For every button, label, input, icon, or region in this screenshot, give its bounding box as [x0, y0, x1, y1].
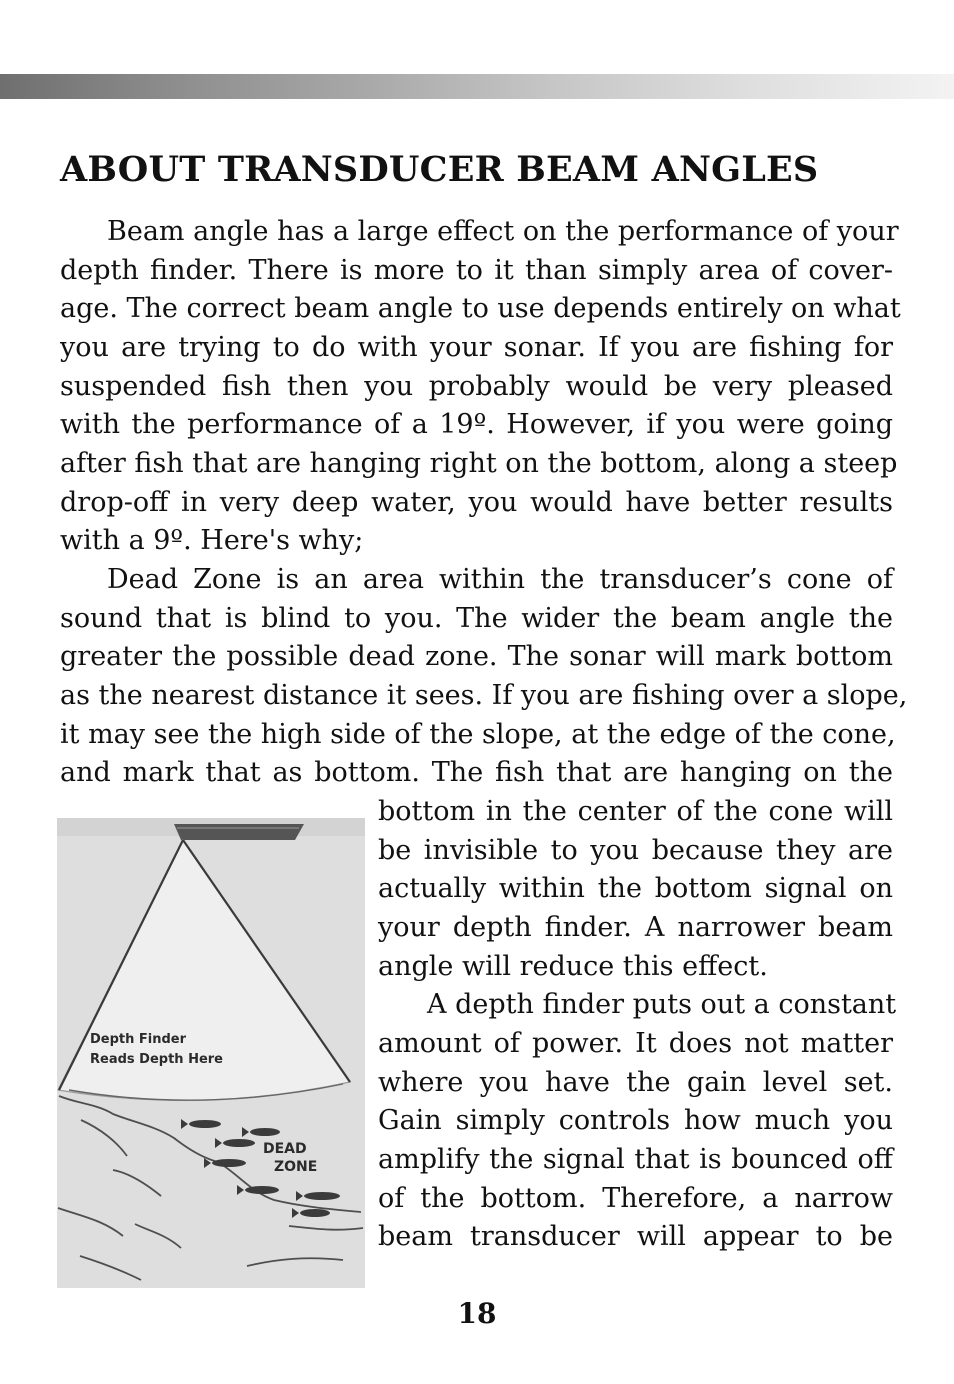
paragraph-line: suspended fish then you probably would be very pleased — [60, 371, 893, 402]
page-number: 18 — [457, 1297, 497, 1330]
paragraph-line: of the bottom. Therefore, a narrow — [378, 1183, 893, 1214]
paragraph-line: be invisible to you because they are — [378, 835, 893, 866]
paragraph-line: as the nearest distance it sees. If you are fishing over a slope, — [60, 680, 908, 711]
paragraph-line: age. The correct beam angle to use depends entirely on what — [60, 293, 901, 324]
paragraph-line: sound that is blind to you. The wider the beam angle the — [60, 603, 893, 634]
paragraph-line: Gain simply controls how much you — [378, 1105, 893, 1136]
page-title: ABOUT TRANSDUCER BEAM ANGLES — [60, 149, 819, 190]
paragraph-line: A depth finder puts out a constant — [427, 989, 897, 1020]
dead-zone-label-line1: DEAD — [263, 1141, 307, 1157]
paragraph-line: bottom in the center of the cone will — [378, 796, 893, 827]
paragraph-line: and mark that as bottom. The fish that are hanging on the — [60, 757, 893, 788]
header-gradient-bar — [0, 74, 954, 99]
paragraph-line: beam transducer will appear to be — [378, 1221, 893, 1252]
boat-icon — [174, 824, 304, 840]
paragraph-line: amount of power. It does not matter — [378, 1028, 893, 1059]
paragraph-line: amplify the signal that is bounced off — [378, 1144, 893, 1175]
paragraph-line: you are trying to do with your sonar. If you are fishing for — [60, 332, 893, 363]
depth-finder-label: Depth Finder — [90, 1032, 187, 1047]
dead-zone-label-line2: ZONE — [274, 1159, 318, 1175]
paragraph-line: with a 9º. Here's why; — [60, 525, 364, 556]
transducer-beam-diagram — [57, 818, 365, 1288]
paragraph-line: angle will reduce this effect. — [378, 951, 768, 982]
paragraph-line: drop-off in very deep water, you would have better results — [60, 487, 893, 518]
paragraph-line: depth finder. There is more to it than simply area of cover- — [60, 255, 893, 286]
paragraph-line: actually within the bottom signal on — [378, 873, 893, 904]
paragraph-line: Dead Zone is an area within the transducer’s cone of — [107, 564, 893, 595]
paragraph-line: after fish that are hanging right on the bottom, along a steep — [60, 448, 898, 479]
paragraph-line: your depth finder. A narrower beam — [378, 912, 893, 943]
paragraph-line: it may see the high side of the slope, at the edge of the cone, — [60, 719, 896, 750]
depth-reads-label: Reads Depth Here — [90, 1052, 224, 1067]
paragraph-line: where you have the gain level set. — [378, 1067, 893, 1098]
paragraph-line: greater the possible dead zone. The sonar will mark bottom — [60, 641, 893, 672]
paragraph-line: with the performance of a 19º. However, if you were going — [60, 409, 893, 440]
paragraph-line: Beam angle has a large effect on the performance of your — [107, 216, 899, 247]
